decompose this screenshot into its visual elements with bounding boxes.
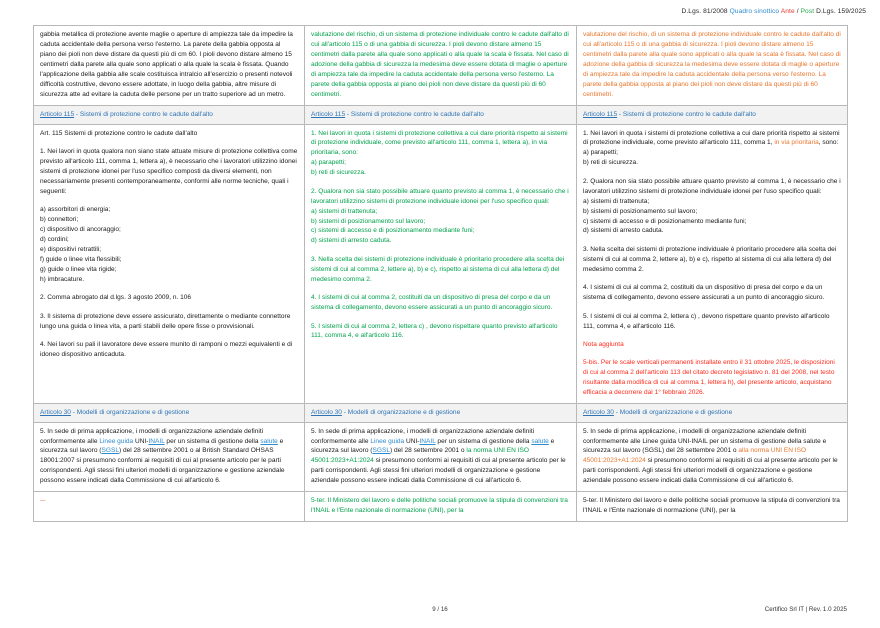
cell-col3-art30-body bbox=[577, 422, 848, 492]
cell-col1-5ter bbox=[34, 492, 305, 522]
list-item: a) sistemi di trattenuta; bbox=[583, 197, 650, 205]
paragraph: gabbia metallica di protezione avente maglie o aperture di ampiezza tale da impedire la caduta accidentale della persona verso l'esterno. La parete della gabbia opposta al piano dei pioli non deve distare da questi più di cm 60. I pioli devono distare almeno 15 centimetri dalla parete alla quale sono applicati o alla quale la scala è fissata. Quando l'applicazione della gabbia alle scale costituisca intralcio all'esercizio o presenti notevoli difficoltà costruttive, devono essere adottate, in luogo della gabbia, altre misure di sicurezza atte ad evitare la caduta delle persone per un tratto superiore ad un metro. bbox=[40, 31, 293, 98]
text-segment: ) del 28 settembre 2001 o al British Standard OHSAS 18001:2007 si presumono conformi ai requisiti di cui al presente articolo per le parti corrispondenti. Agli stessi fini ulteriori modelli di organizzazione e gestione aziendale possono essere indicati dalla Commissione di cui all'articolo 6. bbox=[40, 447, 285, 485]
cell-col2-5ter bbox=[305, 492, 577, 522]
list-item: b) sistemi di posizionamento sul lavoro; bbox=[311, 217, 426, 225]
text-segment: e sicurezza sul lavoro ( bbox=[311, 437, 555, 455]
comparison-table bbox=[33, 25, 848, 522]
table-row bbox=[34, 26, 848, 106]
list-item: a) parapetti; bbox=[311, 159, 346, 167]
paragraph: 1. Nei lavori in quota qualora non siano state attuate misure di protezione collettiva come previsto all'articolo 111, comma 1, lettera a), è necessario che i lavoratori utilizzino idonei sistemi di protezione idonei per l'uso specifico composti da diversi elementi, non necessariamente presenti contemporaneamente, conformi alle norme tecniche, quali i seguenti: bbox=[40, 147, 298, 195]
empty-marker: --- bbox=[40, 497, 46, 505]
document-footer bbox=[33, 606, 847, 618]
text-segment: 1. Nei lavori in quota i sistemi di protezione collettiva a cui dare priorità rispetto ai sistemi di protezione individuale, come previsto all'articolo 111, comma 1, bbox=[583, 129, 840, 147]
link-salute[interactable]: salute bbox=[260, 437, 278, 445]
article-title-30: - Modelli di organizzazione e di gestione bbox=[613, 408, 733, 416]
note-body: 5-bis. Per le scale verticali permanenti installate entro il 31 ottobre 2025, le disposizioni di cui al comma 2 dell'articolo 113 del citato decreto legislativo n. 81 del 2008, nel testo risultante dalla modifica di cui al comma 1, lettera h), del presente articolo, acquistano efficacia a decorrere dal 1° febbraio 2026. bbox=[583, 358, 835, 396]
article-link-30[interactable]: Articolo 30 bbox=[583, 408, 614, 416]
text-segment: per un sistema di gestione della bbox=[164, 437, 261, 445]
cell-col1-art30-body bbox=[34, 422, 305, 492]
paragraph: 4. I sistemi di cui al comma 2, costituiti da un dispositivo di presa del corpo e da un sistema di collegamento, devono essere assicurati a un punto di ancoraggio sicuro. bbox=[311, 294, 553, 312]
cell-col3-continuation bbox=[577, 26, 848, 106]
article-heading: Art. 115 Sistemi di protezione contro le cadute dall'alto bbox=[40, 129, 198, 137]
table-row bbox=[34, 422, 848, 492]
list-item: a) parapetti; bbox=[583, 149, 618, 157]
table-row-article-header bbox=[34, 105, 848, 124]
text-segment: , sono: bbox=[818, 139, 839, 147]
list-item: d) sistemi di arresto caduta. bbox=[583, 227, 664, 235]
text-segment: ) del 28 settembre 2001 o bbox=[389, 447, 467, 455]
document-header bbox=[682, 8, 866, 15]
paragraph: 1. Nei lavori in quota i sistemi di protezione collettiva a cui dare priorità rispetto ai sistemi di protezione individuale, come previsto all'articolo 111, comma 1, lettera a), in via prioritaria, sono: bbox=[311, 129, 568, 157]
link-sgsl[interactable]: SGSL bbox=[101, 447, 119, 455]
paragraph: 5. I sistemi di cui al comma 2, lettera c) , devono rispettare quanto previsto all'articolo 111, comma 4, e all'articolo 116. bbox=[311, 322, 558, 340]
cell-col2-art115-header bbox=[305, 105, 577, 124]
paragraph bbox=[311, 427, 570, 487]
text-segment: 5. In sede di prima applicazione, i modelli di organizzazione aziendale definiti conformemente alle bbox=[311, 427, 535, 445]
paragraph: 5. I sistemi di cui al comma 2, lettera c) , devono rispettare quanto previsto all'articolo 111, comma 4, e all'articolo 116. bbox=[583, 312, 830, 330]
paragraph: 5-ter. Il Ministero del lavoro e delle politiche sociali promuove la stipula di convenzioni tra l'INAIL e l'Ente nazionale di normazione (UNI), per la bbox=[583, 497, 840, 515]
list-item: g) guide o linee vita rigide; bbox=[40, 265, 117, 273]
table-row bbox=[34, 124, 848, 403]
link-sgsl[interactable]: SGSL bbox=[372, 447, 390, 455]
paragraph bbox=[40, 427, 298, 487]
header-title: Quadro sinottico bbox=[729, 8, 780, 15]
article-title-115: - Sistemi di protezione contro le cadute dall'alto bbox=[345, 110, 484, 118]
list-item: a) assorbitori di energia; bbox=[40, 206, 111, 214]
list-item: b) reti di sicurezza. bbox=[311, 169, 366, 177]
table-row-article-header bbox=[34, 403, 848, 422]
revision-label: Certifico Srl IT | Rev. 1.0 2025 bbox=[764, 606, 847, 613]
link-linee-guida[interactable]: Linee guida bbox=[370, 437, 405, 445]
text-segment: 5. In sede di prima applicazione, i modelli di organizzazione aziendale definiti conformemente alle Linee guida UNI-INAIL per un sistema di gestione della salute e sicurezza sul lavoro (SGSL) del 28 settembre 2001 o bbox=[583, 427, 827, 455]
table-row bbox=[34, 492, 848, 522]
list-item: b) connettori; bbox=[40, 216, 79, 224]
cell-col3-art115-body bbox=[577, 124, 848, 403]
text-segment: 5. In sede di prima applicazione, i modelli di organizzazione aziendale definiti conformemente alle bbox=[40, 427, 264, 445]
text-segment: si presumono conformi ai requisiti di cui al presente articolo per le parti corrispondenti. Agli stessi fini ulteriori modelli di organizzazione e gestione aziendale possono essere indicati dalla Commissione di cui all'articolo 6. bbox=[583, 457, 838, 485]
list-item: c) dispositivo di ancoraggio; bbox=[40, 226, 121, 233]
list-item: f) guide o linee vita flessibili; bbox=[40, 255, 122, 263]
inserted-text: la norma UNI EN ISO 45001:2023+A1:2024 bbox=[311, 447, 529, 465]
paragraph: 3. Nella scelta dei sistemi di protezione individuale è prioritario procedere alla scelta dei sistemi di cui al comma 2, lettere a), b) e c), rispetto al sistema di cui alla lettera d) del medesimo comma 2. bbox=[311, 255, 565, 283]
paragraph: 2. Comma abrogato dal d.lgs. 3 agosto 2009, n. 106 bbox=[40, 294, 192, 302]
paragraph: valutazione del rischio, di un sistema di protezione individuale contro le cadute dall'alto di cui all'articolo 115 o di una gabbia di sicurezza. I pioli devono distare almeno 15 centimetri dalla parete alla quale sono applicati o alla quale la scala è fissata. Nel caso di adozione della gabbia di sicurezza la medesima deve essere dotata di maglie o aperture di ampiezza tale da impedire la caduta accidentale della persona verso l'esterno. La parete della gabbia opposta al piano dei pioli non deve distare da questi più di 60 centimetri. bbox=[583, 31, 841, 98]
list-item: b) reti di sicurezza. bbox=[583, 159, 638, 167]
paragraph: 5-ter. Il Ministero del lavoro e delle politiche sociali promuove la stipula di convenzioni tra l'INAIL e l'Ente nazionale di normazione (UNI), per la bbox=[311, 497, 568, 515]
page-number: 9 / 16 bbox=[432, 606, 448, 613]
cell-col3-art115-header bbox=[577, 105, 848, 124]
text-segment: UNI- bbox=[133, 437, 149, 445]
header-post: Post bbox=[800, 8, 815, 15]
cell-col3-art30-header bbox=[577, 403, 848, 422]
list-item: e) dispositivi retrattili; bbox=[40, 245, 102, 253]
text-segment: UNI- bbox=[404, 437, 420, 445]
header-separator: / bbox=[796, 8, 799, 15]
paragraph bbox=[583, 427, 841, 487]
article-title-30: - Modelli di organizzazione e di gestione bbox=[341, 408, 461, 416]
article-link-30[interactable]: Articolo 30 bbox=[40, 408, 71, 416]
cell-col2-art30-header bbox=[305, 403, 577, 422]
cell-col2-continuation bbox=[305, 26, 577, 106]
article-title-30: - Modelli di organizzazione e di gestione bbox=[70, 408, 190, 416]
list-item: b) sistemi di posizionamento sul lavoro; bbox=[583, 207, 698, 215]
note-title: Nota aggiunta bbox=[583, 340, 624, 348]
list-item: d) sistemi di arresto caduta. bbox=[311, 237, 392, 245]
cell-col3-5ter bbox=[577, 492, 848, 522]
cell-col1-art115-body bbox=[34, 124, 305, 403]
inserted-text: alla norma UNI EN ISO 45001:2023+A1:2024 bbox=[583, 447, 807, 465]
text-segment: per un sistema di gestione della bbox=[435, 437, 532, 445]
cell-col2-art115-body bbox=[305, 124, 577, 403]
paragraph: 2. Qualora non sia stato possibile attuare quanto previsto al comma 1, è necessario che i lavoratori utilizzino sistemi di protezione individuale idonei per l'uso specifico quali: bbox=[311, 187, 569, 205]
inserted-text: in via prioritaria bbox=[774, 139, 819, 147]
text-segment: si presumono conformi ai requisiti di cui al presente articolo per le parti corrispondenti. Agli stessi fini ulteriori modelli di organizzazione e gestione aziendale possono essere indicati dalla Commissione di cui all'articolo 6. bbox=[311, 457, 566, 485]
link-salute[interactable]: salute bbox=[531, 437, 549, 445]
list-item: c) sistemi di accesso e di posizionamento mediante funi; bbox=[583, 217, 747, 225]
link-inail[interactable]: INAIL bbox=[148, 437, 165, 445]
list-item: h) imbracature. bbox=[40, 275, 85, 283]
paragraph: valutazione del rischio, di un sistema di protezione individuale contro le cadute dall'alto di cui all'articolo 115 o di una gabbia di sicurezza. I pioli devono distare almeno 15 centimetri dalla parete alla quale sono applicati o alla quale la scala è fissata. Nel caso di adozione della gabbia di sicurezza la medesima deve essere dotata di maglie o aperture di ampiezza tale da impedire la caduta accidentale della persona verso l'esterno. La parete della gabbia opposta al piano dei pioli non deve distare da questi più di 60 centimetri. bbox=[311, 31, 569, 98]
cell-col1-art115-header bbox=[34, 105, 305, 124]
paragraph: 3. Nella scelta dei sistemi di protezione individuale è prioritario procedere alla scelta dei sistemi di cui al comma 2, lettere a), b) e c), rispetto al sistema di cui alla lettera d) del medesimo comma 2. bbox=[583, 245, 837, 273]
header-new-decree: D.Lgs. 159/2025 bbox=[816, 8, 866, 15]
cell-col2-art30-body bbox=[305, 422, 577, 492]
paragraph: 2. Qualora non sia stato possibile attuare quanto previsto al comma 1, è necessario che i lavoratori utilizzino sistemi di protezione individuale idonei per l'uso specifico quali: bbox=[583, 177, 841, 195]
list-item: d) cordini; bbox=[40, 235, 69, 243]
article-link-115[interactable]: Articolo 115 bbox=[40, 110, 75, 118]
paragraph: 4. I sistemi di cui al comma 2, costituiti da un dispositivo di presa del corpo e da un sistema di collegamento, devono essere assicurati a un punto di ancoraggio sicuro. bbox=[583, 284, 825, 302]
paragraph: 4. Nei lavori su pali il lavoratore deve essere munito di ramponi o mezzi equivalenti e di idoneo dispositivo anticaduta. bbox=[40, 340, 293, 358]
cell-col1-art30-header bbox=[34, 403, 305, 422]
article-link-30[interactable]: Articolo 30 bbox=[311, 408, 342, 416]
article-link-115[interactable]: Articolo 115 bbox=[311, 110, 346, 118]
list-item: a) sistemi di trattenuta; bbox=[311, 207, 378, 215]
header-ante: Ante bbox=[780, 8, 795, 15]
article-link-115[interactable]: Articolo 115 bbox=[583, 110, 618, 118]
article-title-115: - Sistemi di protezione contro le cadute dall'alto bbox=[617, 110, 756, 118]
paragraph bbox=[583, 129, 841, 149]
cell-col1-continuation bbox=[34, 26, 305, 106]
list-item: c) sistemi di accesso e di posizionamento mediante funi; bbox=[311, 227, 475, 235]
article-title-115: - Sistemi di protezione contro le cadute dall'alto bbox=[74, 110, 213, 118]
header-decree: D.Lgs. 81/2008 bbox=[681, 8, 728, 15]
paragraph: 3. Il sistema di protezione deve essere assicurato, direttamente o mediante connettore lungo una guida o linea vita, a parti stabili delle opere fisse o provvisionali. bbox=[40, 312, 291, 330]
link-inail[interactable]: INAIL bbox=[419, 437, 436, 445]
link-linee-guida[interactable]: Linee guida bbox=[99, 437, 134, 445]
text-segment: e sicurezza sul lavoro ( bbox=[40, 437, 284, 455]
